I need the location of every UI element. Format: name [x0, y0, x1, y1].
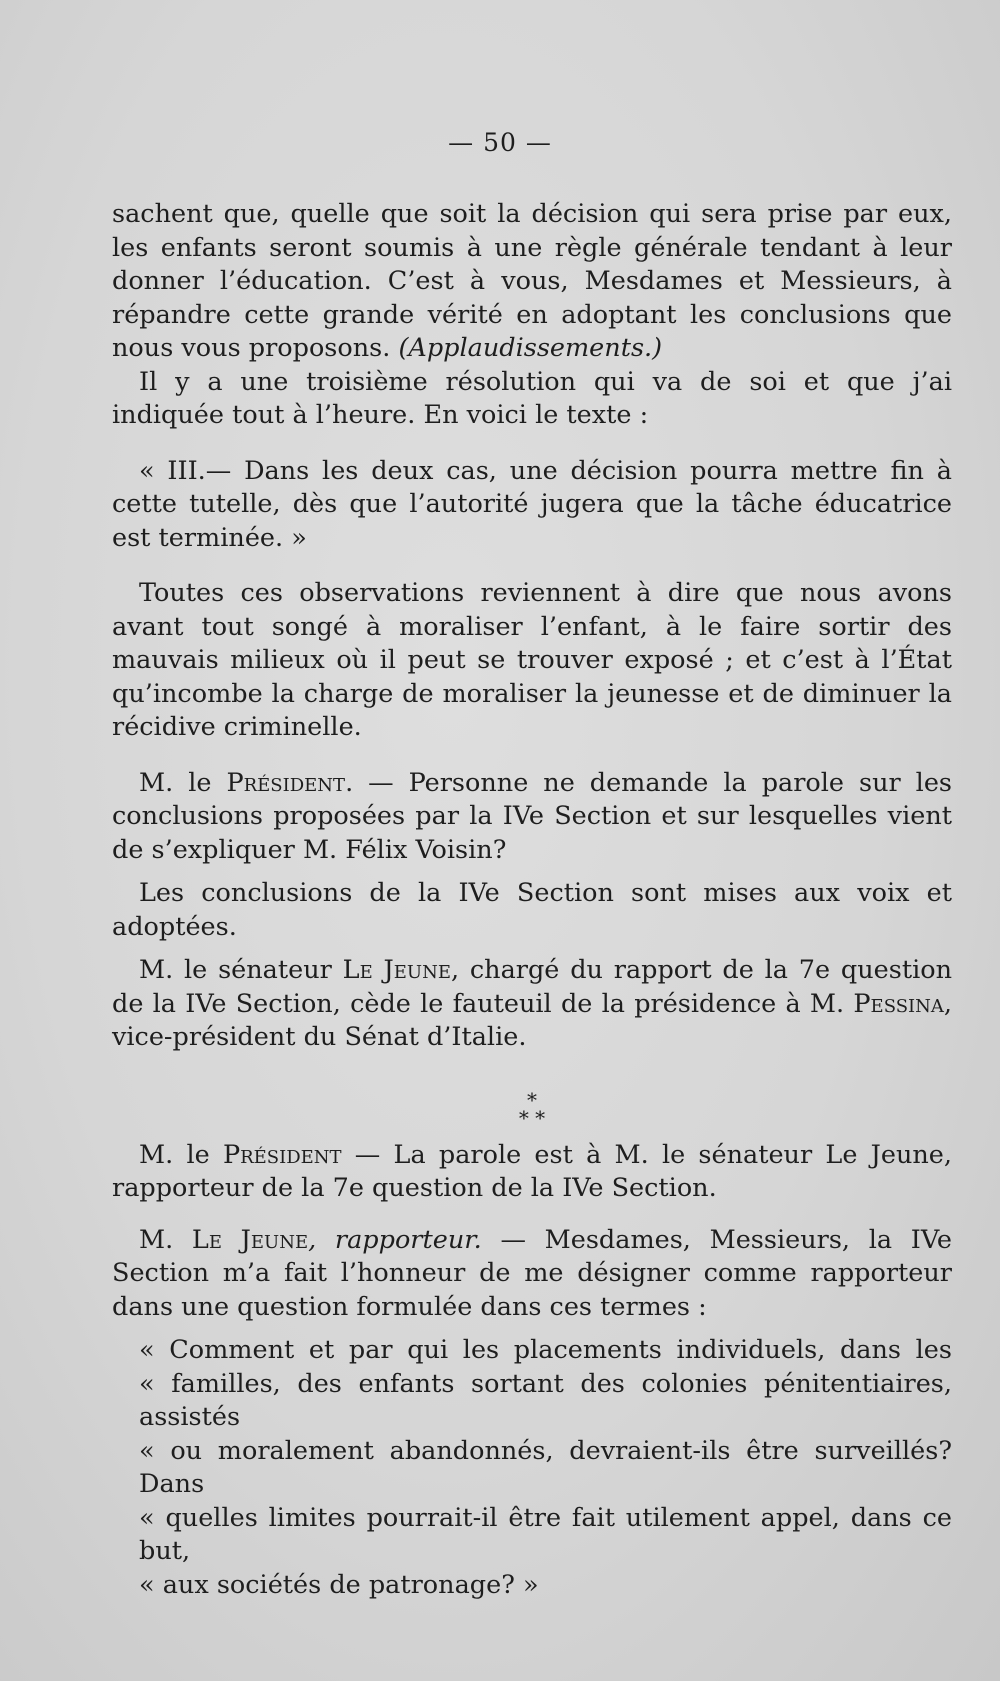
rapporteur-name: Le Jeune — [191, 1224, 309, 1255]
chair-transfer-end: , vice-président du Sénat d’Italie. — [112, 988, 953, 1052]
paragraph-2: Il y a une troisième résolution qui va de soi et que j’ai indiquée tout à l’heure. En voici le texte : — [112, 366, 952, 430]
president-question-text: . — Personne ne demande la parole sur les conclusions proposées par la IVe Section et sur lesquelles vient de s’expliquer M. Félix Voisin? — [112, 767, 952, 865]
section-separator-asterism — [112, 1087, 952, 1130]
rapporteur-lead: M. — [139, 1224, 174, 1255]
president-gives-floor — [112, 1139, 952, 1206]
applause-note: (Applaudissements.) — [398, 333, 663, 363]
quote-line: « familles, des enfants sortant des colonies pénitentiaires, assistés — [139, 1368, 952, 1432]
quote-line: « ou moralement abandonnés, devraient-ils être surveillés? Dans — [139, 1435, 952, 1499]
rapporteur-intro-text: — Mesdames, Messieurs, la IVe Section m’a fait l’honneur de me désigner comme rapporteur dans une question formulée dans ces termes : — [112, 1224, 952, 1322]
rapporteur-role: , rapporteur. — [308, 1224, 482, 1255]
rapporteur-intro — [112, 1224, 952, 1325]
asterism-bottom: * * — [518, 1105, 546, 1130]
page-body — [112, 198, 952, 1602]
page-number: — 50 — — [448, 128, 552, 157]
paragraph-observations: Toutes ces observations reviennent à dire que nous avons avant tout songé à moraliser l’enfant, à le faire sortir des mauvais milieux où il peut se trouver exposé ; et c’est à l’État qu’incombe la charge de moraliser la jeunesse et de diminuer la récidive criminelle. — [112, 578, 952, 742]
chair-transfer-lead: M. le sénateur — [139, 955, 332, 985]
president-question — [112, 767, 952, 868]
speaker-lead: M. le — [139, 767, 212, 798]
chair-transfer-mid: , chargé du rapport de la 7e question de la IVe Section, cède le fauteuil de la présidence à M. — [112, 955, 953, 1019]
president-gives-floor-text: — La parole est à M. le sénateur Le Jeune, rapporteur de la 7e question de la IVe Section. — [112, 1139, 953, 1203]
question-quote — [112, 1334, 952, 1602]
resolution-3-quote: « III.— Dans les deux cas, une décision pourra mettre fin à cette tutelle, dès que l’autorité jugera que la tâche éducatrice est terminée. » — [112, 455, 952, 553]
paragraph-1 — [112, 198, 952, 366]
speaker-role-2: Président — [222, 1139, 342, 1170]
quote-line: « quelles limites pourrait-il être fait utilement appel, dans ce but, — [139, 1502, 952, 1566]
paragraph-1-text: sachent que, quelle que soit la décision qui sera prise par eux, les enfants seront soumis à une règle générale tendant à leur donner l’éducation. C’est à vous, Mesdames et Messieurs, à répandre cette grande vérité en adoptant les conclusions que nous vous proposons. — [112, 199, 952, 363]
conclusions-adopted: Les conclusions de la IVe Section sont mises aux voix et adoptées. — [112, 878, 952, 942]
asterism-top: * — [527, 1087, 537, 1112]
senator-name: Le Jeune — [342, 955, 451, 985]
quote-line: « aux sociétés de patronage? » — [139, 1569, 539, 1600]
speaker-lead-2: M. le — [139, 1139, 210, 1170]
chair-transfer — [112, 954, 952, 1055]
vice-president-name: Pessina — [853, 988, 944, 1019]
speaker-role: Président — [226, 767, 346, 798]
quote-line: « Comment et par qui les placements individuels, dans les — [139, 1335, 952, 1365]
